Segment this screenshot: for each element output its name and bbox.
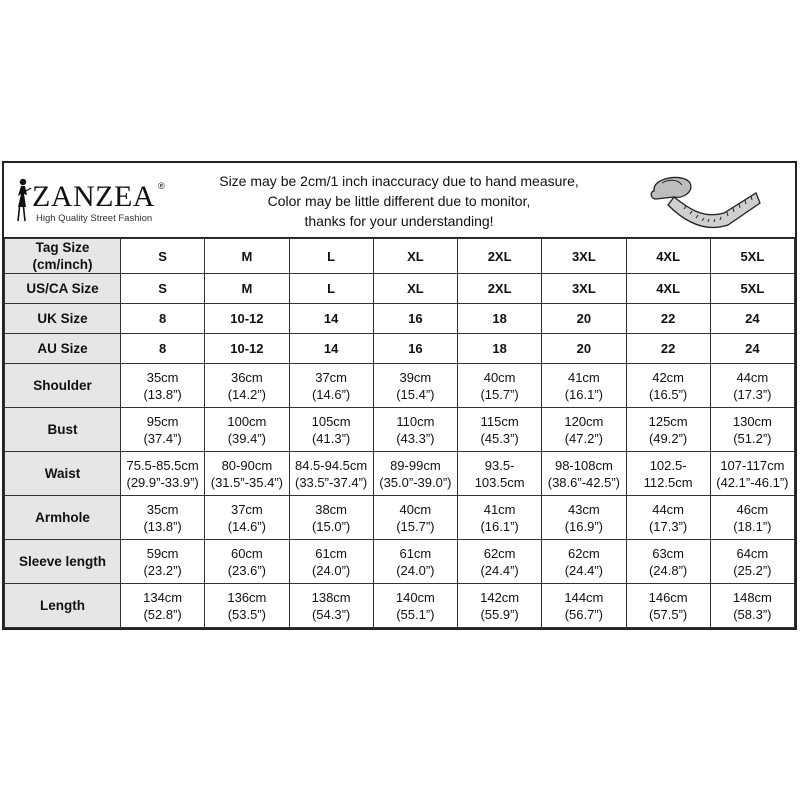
measurement-cell xyxy=(626,452,710,496)
measurement-value: 64cm xyxy=(736,545,769,561)
measurement-cell xyxy=(373,584,457,628)
measurement-cell xyxy=(373,496,457,540)
measurement-value: 105cm xyxy=(311,413,351,429)
measurement-value: 95cm xyxy=(146,413,179,429)
measurement-value: 102.5- xyxy=(649,457,687,473)
measurement-value-secondary: (47.2”) xyxy=(564,430,604,446)
measurement-value-secondary: (14.2”) xyxy=(227,386,267,402)
measurement-value-secondary: (25.2”) xyxy=(733,562,772,578)
measurement-value-secondary: (16.9”) xyxy=(564,518,604,534)
measurement-value-secondary: (43.3”) xyxy=(396,430,435,446)
measurement-value-secondary: (53.5”) xyxy=(227,606,267,622)
measurement-value-secondary: (18.1”) xyxy=(733,518,772,534)
measurement-cell xyxy=(710,540,794,584)
measurement-value-secondary: (57.5”) xyxy=(648,606,688,622)
size-cell: L xyxy=(289,239,373,274)
measurement-value: 40cm xyxy=(483,369,516,385)
measurement-label: Sleeve length xyxy=(5,540,121,584)
measurement-cell xyxy=(458,540,542,584)
measurement-value: 37cm xyxy=(230,501,263,517)
measurement-cell xyxy=(710,584,794,628)
size-cell: 8 xyxy=(121,334,205,364)
registered-mark: ® xyxy=(158,181,165,191)
size-cell: 3XL xyxy=(542,239,626,274)
size-cell: 22 xyxy=(626,334,710,364)
measurement-cell xyxy=(289,364,373,408)
measurement-value-secondary: (51.2”) xyxy=(733,430,772,446)
row-label xyxy=(5,334,121,364)
measurement-value: 100cm xyxy=(227,413,267,429)
measurement-value: 144cm xyxy=(564,589,604,605)
measurement-value-secondary: (29.9”-33.9”) xyxy=(126,474,199,490)
measurement-cell xyxy=(626,584,710,628)
measurement-value-secondary: (52.8”) xyxy=(143,606,182,622)
brand-name: ZANZEA xyxy=(32,180,155,213)
measurement-label: Bust xyxy=(5,408,121,452)
measurement-cell xyxy=(458,452,542,496)
measurement-row xyxy=(5,364,795,408)
measurement-cell xyxy=(373,540,457,584)
size-cell: 18 xyxy=(458,304,542,334)
measurement-value: 98-108cm xyxy=(554,457,613,473)
measurement-cell xyxy=(121,364,205,408)
size-cell: 10-12 xyxy=(205,334,289,364)
measurement-value: 36cm xyxy=(230,369,263,385)
measurement-value-secondary: (23.6”) xyxy=(227,562,267,578)
size-cell: 5XL xyxy=(710,239,794,274)
measurement-row xyxy=(5,540,795,584)
measurement-value: 146cm xyxy=(648,589,688,605)
size-cell: 10-12 xyxy=(205,304,289,334)
measurement-cell xyxy=(542,540,626,584)
measurement-value-secondary: (16.1”) xyxy=(480,518,519,534)
measurement-value: 37cm xyxy=(315,369,348,385)
measurement-value: 134cm xyxy=(143,589,183,605)
measurement-value-secondary: 112.5cm xyxy=(643,474,693,490)
size-cell: 8 xyxy=(121,304,205,334)
measurement-value-secondary: (37.4”) xyxy=(143,430,182,446)
size-row xyxy=(5,334,795,364)
measurement-value: 142cm xyxy=(480,589,520,605)
size-cell: XL xyxy=(373,274,457,304)
measurement-value: 125cm xyxy=(648,413,688,429)
measurement-value-secondary: (38.6”-42.5”) xyxy=(547,474,620,490)
row-label-text: Tag Size xyxy=(35,240,90,255)
size-cell: 5XL xyxy=(710,274,794,304)
measurement-value-secondary: (35.0”-39.0”) xyxy=(379,474,452,490)
measurement-value-secondary: (56.7”) xyxy=(564,606,604,622)
measurement-value-secondary: (24.0”) xyxy=(396,562,435,578)
measurement-cell xyxy=(710,408,794,452)
measurement-value: 46cm xyxy=(736,501,769,517)
measurement-cell xyxy=(542,452,626,496)
measurement-value: 115cm xyxy=(480,413,519,429)
measurement-value: 59cm xyxy=(146,545,179,561)
measurement-value-secondary: (33.5”-37.4”) xyxy=(295,474,368,490)
measurement-value-secondary: 103.5cm xyxy=(474,474,525,490)
row-label-text: US/CA Size xyxy=(26,281,99,296)
measurement-cell xyxy=(289,452,373,496)
measurement-value: 62cm xyxy=(567,545,600,561)
size-cell: 16 xyxy=(373,304,457,334)
measurement-cell xyxy=(289,540,373,584)
measurement-cell xyxy=(121,540,205,584)
measurement-cell xyxy=(205,364,289,408)
measurement-label: Length xyxy=(5,584,121,628)
measurement-cell xyxy=(121,584,205,628)
measurement-cell xyxy=(205,540,289,584)
size-cell: S xyxy=(121,239,205,274)
measurement-value-secondary: (49.2”) xyxy=(648,430,688,446)
measurement-cell xyxy=(542,408,626,452)
size-cell: XL xyxy=(373,239,457,274)
measurement-value-secondary: (16.5”) xyxy=(648,386,688,402)
measurement-cell xyxy=(710,452,794,496)
measurement-value-secondary: (45.3”) xyxy=(480,430,519,446)
row-label xyxy=(5,274,121,304)
measurement-value: 148cm xyxy=(732,589,772,605)
measurement-value-secondary: (13.8”) xyxy=(143,386,182,402)
notice-line-3: thanks for your understanding! xyxy=(304,213,494,229)
size-cell: 22 xyxy=(626,304,710,334)
measurement-cell xyxy=(458,364,542,408)
measurement-cell xyxy=(458,584,542,628)
measurement-cell xyxy=(710,364,794,408)
measurement-value-secondary: (16.1”) xyxy=(564,386,604,402)
size-cell: 24 xyxy=(710,334,794,364)
measurement-value: 138cm xyxy=(311,589,351,605)
measurement-value-secondary: (58.3”) xyxy=(733,606,772,622)
measurement-value: 130cm xyxy=(732,413,772,429)
measurement-value: 44cm xyxy=(736,369,769,385)
measurement-value: 43cm xyxy=(567,501,600,517)
size-row xyxy=(5,304,795,334)
measurement-row xyxy=(5,408,795,452)
measurement-cell xyxy=(205,408,289,452)
row-label xyxy=(5,304,121,334)
measurement-cell xyxy=(626,540,710,584)
measurement-cell xyxy=(205,584,289,628)
measurement-value: 39cm xyxy=(399,369,432,385)
measurement-value: 41cm xyxy=(567,369,600,385)
measurement-value: 35cm xyxy=(146,501,179,517)
measurement-cell xyxy=(542,496,626,540)
measurement-value-secondary: (23.2”) xyxy=(143,562,182,578)
measurement-cell xyxy=(542,364,626,408)
measurement-cell xyxy=(205,452,289,496)
measurement-value-secondary: (39.4”) xyxy=(227,430,267,446)
measurement-value-secondary: (55.9”) xyxy=(480,606,519,622)
measurement-cell xyxy=(542,584,626,628)
measurement-row xyxy=(5,496,795,540)
measurement-value: 62cm xyxy=(483,545,516,561)
brand-logo xyxy=(10,175,200,225)
size-table xyxy=(4,238,795,628)
measurement-value: 80-90cm xyxy=(221,457,273,473)
measurement-value: 75.5-85.5cm xyxy=(126,457,199,473)
size-cell: 20 xyxy=(542,304,626,334)
measurement-value-secondary: (24.0”) xyxy=(311,562,351,578)
size-cell: 14 xyxy=(289,334,373,364)
measurement-value: 136cm xyxy=(227,589,267,605)
measurement-value: 107-117cm xyxy=(720,457,785,473)
measurement-value: 41cm xyxy=(483,501,516,517)
measurement-value-secondary: (15.7”) xyxy=(480,386,519,402)
measurement-cell xyxy=(373,452,457,496)
size-cell: 2XL xyxy=(458,274,542,304)
size-cell: 24 xyxy=(710,304,794,334)
measurement-value: 38cm xyxy=(315,501,348,517)
size-cell: M xyxy=(205,274,289,304)
size-cell: 3XL xyxy=(542,274,626,304)
measurement-cell xyxy=(121,452,205,496)
size-row xyxy=(5,239,795,274)
measurement-value-secondary: (24.8”) xyxy=(648,562,688,578)
measurement-notice xyxy=(204,171,594,231)
measurement-label: Waist xyxy=(5,452,121,496)
chart-header xyxy=(4,163,795,238)
size-cell: S xyxy=(121,274,205,304)
measurement-cell xyxy=(289,408,373,452)
measurement-cell xyxy=(458,496,542,540)
row-label-subtext: (cm/inch) xyxy=(32,257,93,272)
notice-line-1: Size may be 2cm/1 inch inaccuracy due to hand measure, xyxy=(219,173,579,189)
measurement-cell xyxy=(710,496,794,540)
woman-silhouette-icon xyxy=(10,177,34,223)
measurement-value: 60cm xyxy=(230,545,263,561)
measurement-cell xyxy=(289,496,373,540)
measurement-value-secondary: (31.5”-35.4”) xyxy=(210,474,283,490)
measurement-row xyxy=(5,452,795,496)
measurement-value-secondary: (14.6”) xyxy=(311,386,351,402)
measurement-value: 120cm xyxy=(564,413,604,429)
measurement-value: 42cm xyxy=(652,369,685,385)
measurement-value-secondary: (13.8”) xyxy=(143,518,182,534)
measurement-value-secondary: (24.4”) xyxy=(564,562,604,578)
measuring-tape-icon xyxy=(644,169,764,231)
measurement-cell xyxy=(626,364,710,408)
measurement-value: 44cm xyxy=(652,501,685,517)
measurement-value-secondary: (54.3”) xyxy=(311,606,351,622)
measurement-value-secondary: (15.7”) xyxy=(396,518,435,534)
size-cell: 2XL xyxy=(458,239,542,274)
measurement-cell xyxy=(373,408,457,452)
size-cell: 14 xyxy=(289,304,373,334)
measurement-value: 61cm xyxy=(315,545,348,561)
size-cell: L xyxy=(289,274,373,304)
measurement-value-secondary: (42.1”-46.1”) xyxy=(716,474,789,490)
measurement-value-secondary: (14.6”) xyxy=(227,518,267,534)
measurement-value-secondary: (15.4”) xyxy=(396,386,435,402)
measurement-value: 110cm xyxy=(396,413,435,429)
row-label xyxy=(5,239,121,274)
brand-tagline: High Quality Street Fashion xyxy=(36,213,153,224)
measurement-value-secondary: (24.4”) xyxy=(480,562,519,578)
measurement-cell xyxy=(121,496,205,540)
measurement-value: 89-99cm xyxy=(390,457,441,473)
measurement-value-secondary: (15.0”) xyxy=(311,518,351,534)
measurement-value-secondary: (41.3”) xyxy=(311,430,351,446)
size-cell: M xyxy=(205,239,289,274)
measurement-value-secondary: (17.3”) xyxy=(733,386,772,402)
measurement-label: Shoulder xyxy=(5,364,121,408)
measurement-row xyxy=(5,584,795,628)
measurement-value: 140cm xyxy=(395,589,435,605)
size-cell: 20 xyxy=(542,334,626,364)
size-cell: 4XL xyxy=(626,239,710,274)
measurement-label: Armhole xyxy=(5,496,121,540)
measurement-cell xyxy=(458,408,542,452)
measurement-value: 61cm xyxy=(399,545,432,561)
measurement-value-secondary: (55.1”) xyxy=(396,606,435,622)
row-label-text: UK Size xyxy=(37,311,88,326)
measurement-value: 35cm xyxy=(146,369,179,385)
measurement-value-secondary: (17.3”) xyxy=(648,518,688,534)
measurement-cell xyxy=(289,584,373,628)
notice-line-2: Color may be little different due to monitor, xyxy=(267,193,531,209)
measurement-cell xyxy=(205,496,289,540)
size-cell: 4XL xyxy=(626,274,710,304)
size-cell: 16 xyxy=(373,334,457,364)
measurement-cell xyxy=(626,496,710,540)
measurement-cell xyxy=(121,408,205,452)
size-cell: 18 xyxy=(458,334,542,364)
measurement-cell xyxy=(626,408,710,452)
measurement-value: 40cm xyxy=(399,501,432,517)
measurement-value: 63cm xyxy=(652,545,685,561)
measurement-cell xyxy=(373,364,457,408)
size-chart xyxy=(2,161,797,630)
measurement-value: 84.5-94.5cm xyxy=(294,457,368,473)
row-label-text: AU Size xyxy=(37,341,88,356)
measurement-value: 93.5- xyxy=(484,457,515,473)
size-row xyxy=(5,274,795,304)
